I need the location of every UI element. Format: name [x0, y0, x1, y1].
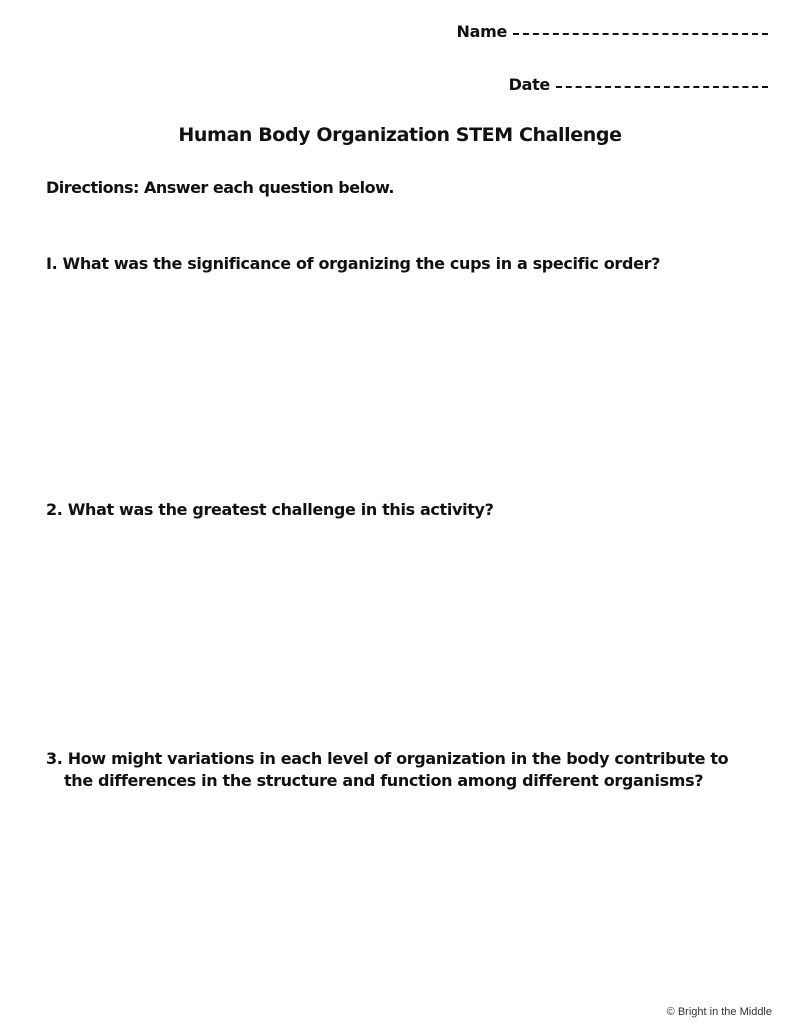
question-2-text: 2. What was the greatest challenge in this activity? [46, 500, 494, 519]
answer-area-1[interactable] [46, 285, 754, 485]
date-label: Date [508, 75, 550, 94]
copyright-notice: © Bright in the Middle [666, 1006, 772, 1018]
name-label: Name [456, 22, 507, 41]
date-blank-line[interactable] [556, 86, 768, 88]
answer-area-3[interactable] [46, 800, 754, 990]
question-2 [46, 499, 746, 521]
date-field[interactable] [509, 75, 768, 94]
question-1 [46, 253, 746, 275]
name-field[interactable] [456, 22, 768, 41]
question-3 [46, 748, 746, 792]
name-blank-line[interactable] [513, 33, 768, 35]
answer-area-2[interactable] [46, 530, 754, 730]
worksheet-title: Human Body Organization STEM Challenge [178, 124, 622, 146]
directions-text: Directions: Answer each question below. [46, 178, 394, 197]
question-1-text: I. What was the significance of organizing the cups in a specific order? [46, 254, 661, 273]
question-3-text-line2: the differences in the structure and function among different organisms? [64, 771, 704, 790]
question-3-text-line1: 3. How might variations in each level of organization in the body contribute to [46, 749, 729, 768]
